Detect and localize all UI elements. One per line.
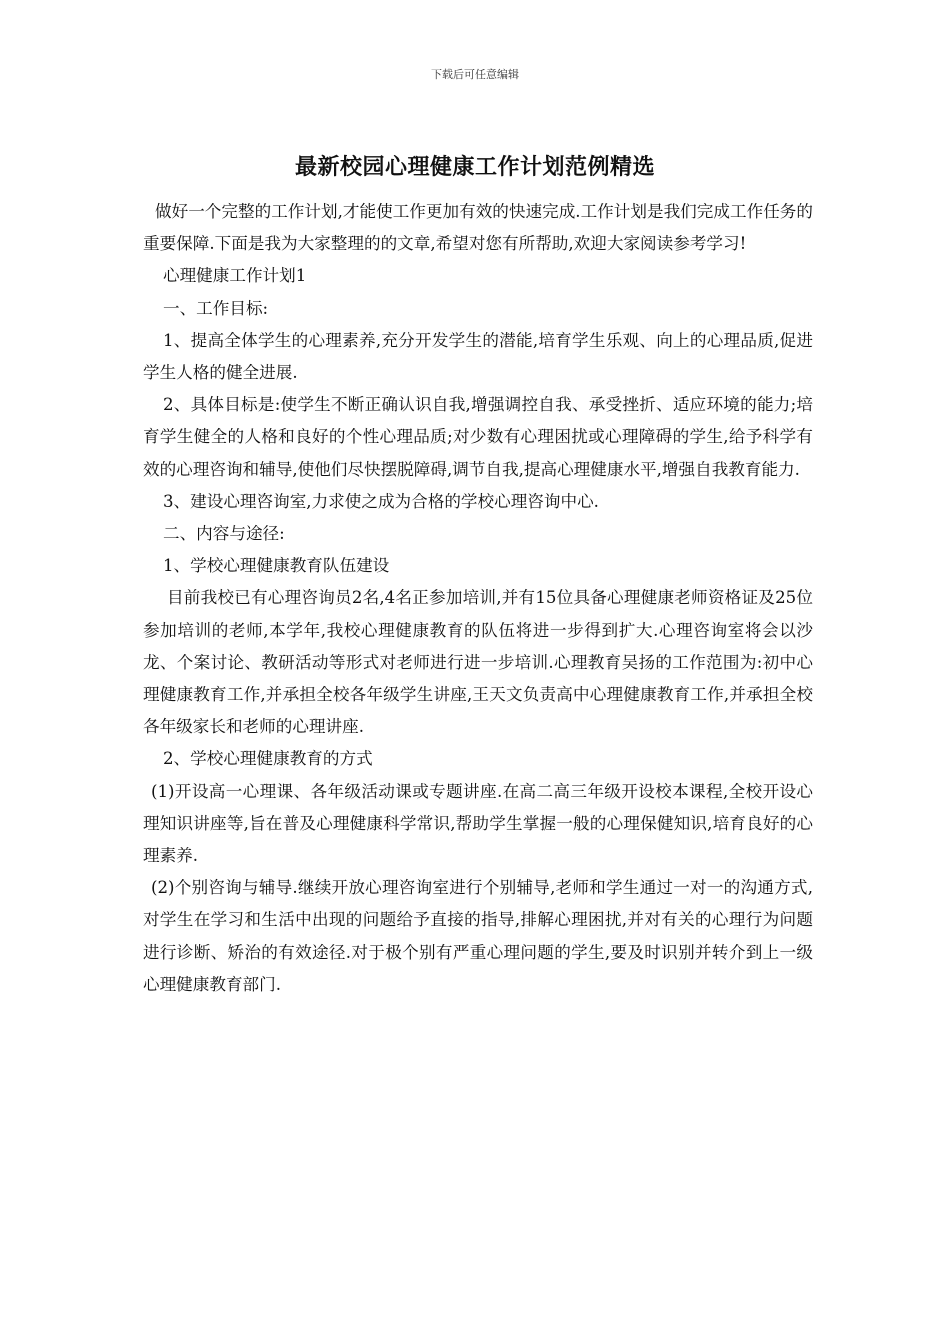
goal-paragraph-2: 2、具体目标是:使学生不断正确认识自我,增强调控自我、承受挫折、适应环境的能力;培育学生健全的人格和良好的个性心理品质;对少数有心理困扰或心理障碍的学生,给予科学有效的心理咨询和辅导,使他们尽快摆脱障碍,调节自我,提高心理健康水平,增强自我教育能力. — [143, 395, 813, 479]
document-body — [143, 196, 813, 1001]
goal-paragraph-3: 3、建设心理咨询室,力求使之成为合格的学校心理咨询中心. — [163, 491, 599, 511]
goal-paragraph-1: 1、提高全体学生的心理素养,充分开发学生的潜能,培育学生乐观、向上的心理品质,促进学生人格的健全进展. — [143, 330, 813, 383]
team-building-paragraph: 目前我校已有心理咨询员2名,4名正参加培训,并有15位具备心理健康老师资格证及25位参加培训的老师,本学年,我校心理健康教育的队伍将进一步得到扩大.心理咨询室将会以沙龙、个案讨论、教研活动等形式对老师进行进一步培训.心理教育吴扬的工作范围为:初中心理健康教育工作,并承担全校各年级学生讲座,王天文负责高中心理健康教育工作,并承担全校各年级家长和老师的心理讲座. — [143, 588, 813, 737]
section-heading-content: 二、内容与途径: — [163, 524, 285, 544]
intro-paragraph: 做好一个完整的工作计划,才能使工作更加有效的快速完成.工作计划是我们完成工作任务的重要保障.下面是我为大家整理的的文章,希望对您有所帮助,欢迎大家阅读参考学习! — [143, 202, 813, 254]
header-note: 下载后可任意编辑 — [431, 68, 519, 81]
method-paragraph-2: (2)个别咨询与辅导.继续开放心理咨询室进行个别辅导,老师和学生通过一对一的沟通方式,对学生在学习和生活中出现的问题给予直接的指导,排解心理困扰,并对有关的心理行为问题进行诊断、矫治的有效途径.对于极个别有严重心理问题的学生,要及时识别并转介到上一级心理健康教育部门. — [143, 878, 813, 994]
section-heading-goals: 一、工作目标: — [163, 298, 269, 318]
section-heading-plan-1: 心理健康工作计划1 — [163, 266, 307, 286]
subheading-methods: 2、学校心理健康教育的方式 — [163, 749, 373, 769]
document-title: 最新校园心理健康工作计划范例精选 — [294, 154, 655, 180]
method-paragraph-1: (1)开设高一心理课、各年级活动课或专题讲座.在高二高三年级开设校本课程,全校开设心理知识讲座等,旨在普及心理健康科学常识,帮助学生掌握一般的心理保健知识,培育良好的心理素养. — [143, 781, 813, 866]
subheading-team-building: 1、学校心理健康教育队伍建设 — [163, 556, 390, 576]
